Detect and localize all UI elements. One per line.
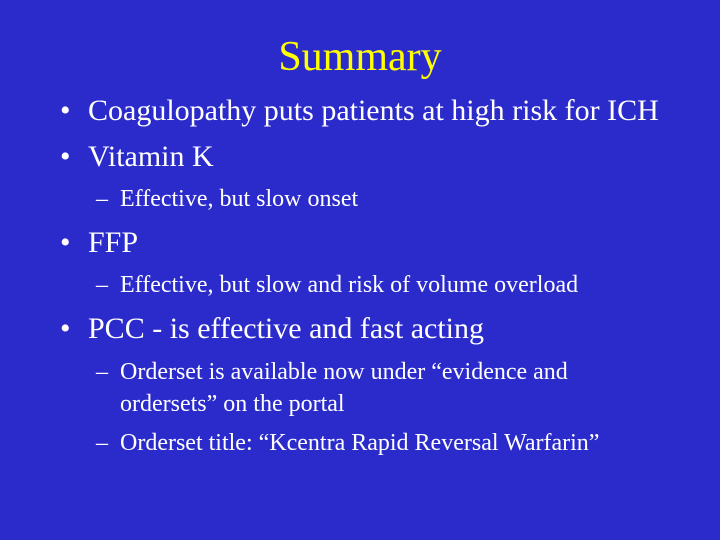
bullet-marker: • [60,94,71,127]
bullet-text: FFP [88,226,139,259]
sub-bullet-text: Orderset is available now under “evidence and [120,359,568,385]
slide-title: Summary [278,34,442,80]
sub-bullet-text: Orderset title: “Kcentra Rapid Reversal Warfarin” [120,430,600,456]
dash-marker: – [96,186,108,212]
sub-bullet-text: Effective, but slow and risk of volume overload [120,272,579,298]
dash-marker: – [96,272,108,298]
bullet-text: Vitamin K [88,140,214,173]
sub-bullet-text: ordersets” on the portal [120,391,345,417]
bullet-marker: • [60,312,71,345]
bullet-text: PCC - is effective and fast acting [88,312,485,345]
sub-bullet-text: Effective, but slow onset [120,186,359,212]
bullet-text: Coagulopathy puts patients at high risk for ICH [88,94,659,127]
dash-marker: – [96,430,108,456]
bullet-marker: • [60,140,71,173]
dash-marker: – [96,359,108,385]
bullet-marker: • [60,226,71,259]
